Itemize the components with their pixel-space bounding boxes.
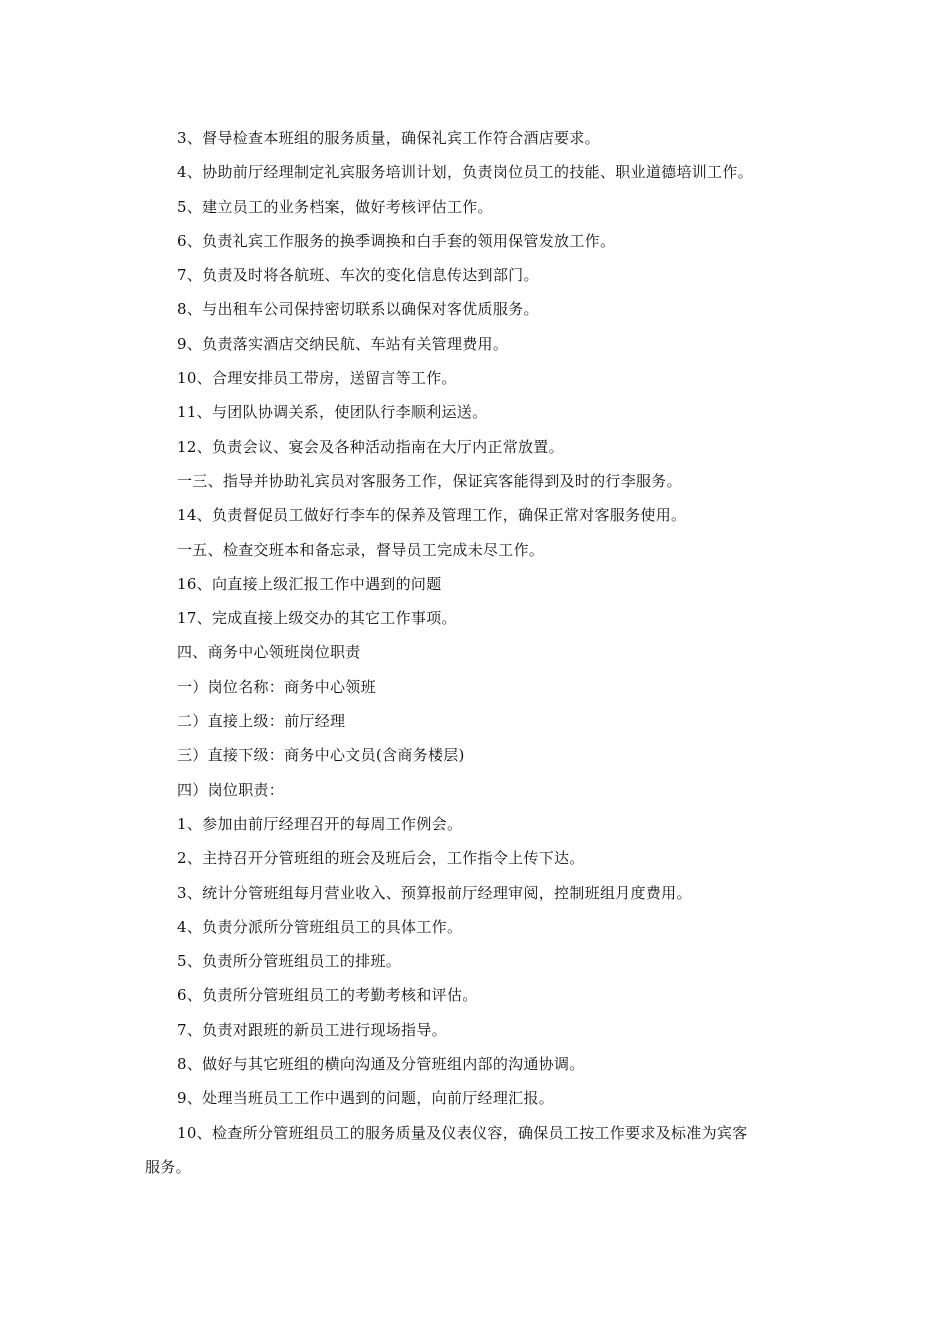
text-line: 3、督导检查本班组的服务质量，确保礼宾工作符合酒店要求。 [177,129,600,147]
text-line: 一）岗位名称：商务中心领班 [177,677,376,696]
text-line: 1、参加由前厅经理召开的每周工作例会。 [177,814,463,833]
text-line: 二）直接上级：前厅经理 [177,712,346,731]
text-line: 四）岗位职责： [177,780,285,799]
text-line: 5、建立员工的业务档案，做好考核评估工作。 [177,197,493,216]
text-line: 一三、指导并协助礼宾员对客服务工作，保证宾客能得到及时的行李服务。 [177,471,682,490]
text-line: 4、协助前厅经理制定礼宾服务培训计划，负责岗位员工的技能、职业道德培训工作。 [177,163,753,182]
text-line: 三）直接下级：商务中心文员(含商务楼层) [177,746,465,765]
text-line: 4、负责分派所分管班组员工的具体工作。 [177,917,463,936]
wrapped-paragraph [145,1116,810,1185]
paragraph-first-line: 10、检查所分管班组员工的服务质量及仪表仪容，确保员工按工作要求及标准为宾客 [177,1123,748,1142]
text-line: 5、负责所分管班组员工的排班。 [177,952,402,971]
text-line: 7、负责及时将各航班、车次的变化信息传达到部门。 [177,266,539,285]
text-line: 9、负责落实酒店交纳民航、车站有关管理费用。 [177,334,509,353]
document-body [145,121,810,1184]
text-line: 8、做好与其它班组的横向沟通及分管班组内部的沟通协调。 [177,1055,585,1074]
text-line: 12、负责会议、宴会及各种活动指南在大厅内正常放置。 [177,437,564,456]
text-line: 14、负责督促员工做好行李车的保养及管理工作，确保正常对客服务使用。 [177,506,687,525]
text-line: 9、处理当班员工工作中遇到的问题，向前厅经理汇报。 [177,1089,555,1108]
text-line: 6、负责所分管班组员工的考勤考核和评估。 [177,986,478,1005]
text-line: 3、统计分管班组每月营业收入、预算报前厅经理审阅，控制班组月度费用。 [177,883,692,902]
text-line: 17、完成直接上级交办的其它工作事项。 [177,609,457,628]
text-line: 2、主持召开分管班组的班会及班后会，工作指令上传下达。 [177,849,585,868]
text-line: 一五、检查交班本和备忘录，督导员工完成未尽工作。 [177,540,545,559]
text-line: 8、与出租车公司保持密切联系以确保对客优质服务。 [177,300,539,319]
text-line: 6、负责礼宾工作服务的换季调换和白手套的领用保管发放工作。 [177,231,616,250]
paragraph-continuation: 服务。 [145,1157,191,1176]
text-line: 10、合理安排员工带房，送留言等工作。 [177,369,457,388]
text-line: 7、负责对跟班的新员工进行现场指导。 [177,1020,447,1039]
text-line: 16、向直接上级汇报工作中遇到的问题 [177,574,442,593]
text-line: 11、与团队协调关系，使团队行李顺利运送。 [177,403,488,422]
section-heading: 四、商务中心领班岗位职责 [177,643,361,662]
